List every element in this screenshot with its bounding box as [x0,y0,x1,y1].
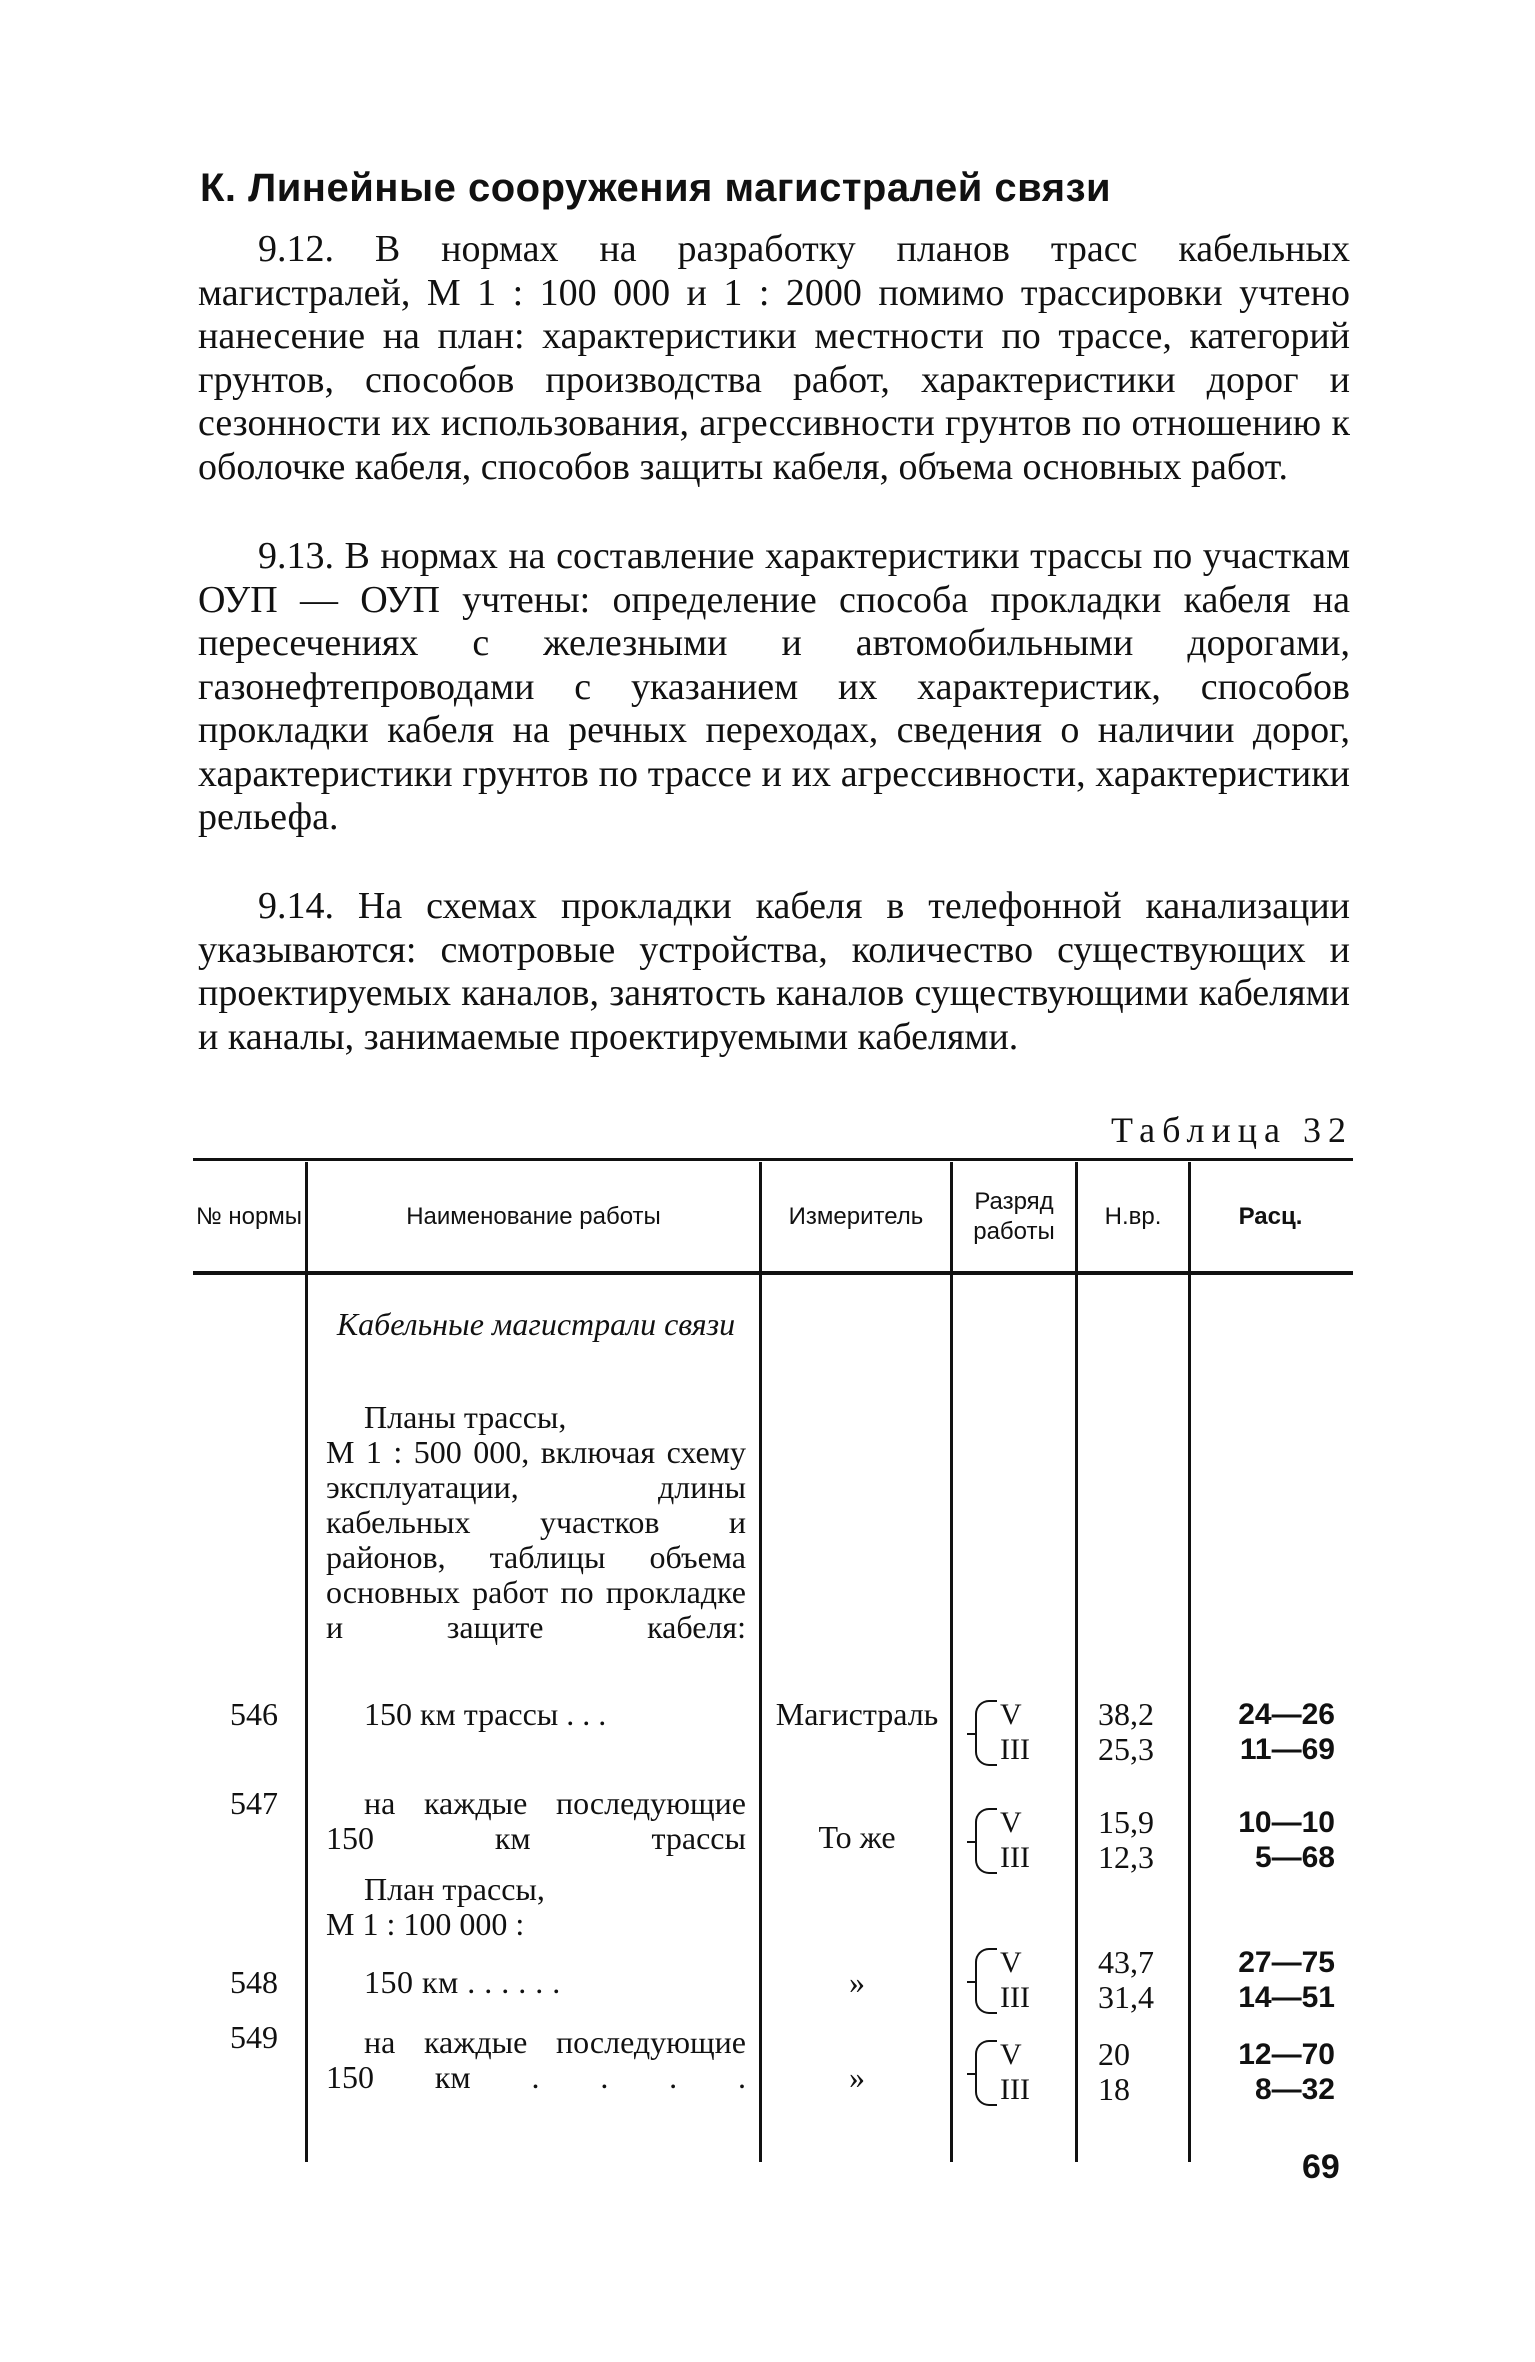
group-description-plan: М 1 : 100 000 : [326,1906,525,1942]
norm-time-iii: 25,3 [1098,1731,1154,1767]
grade-brace [975,2040,997,2106]
measure-unit: » [849,2059,865,2095]
grade-iii: III [1000,2073,1030,2106]
price-iii: 5—68 [1254,1841,1335,1874]
work-name: 150 км . . . . . . [364,1964,561,2000]
section-heading: К. Линейные сооружения магистралей связи [200,166,1112,210]
price-iii: 14—51 [1238,1981,1335,2014]
price-v: 24—26 [1238,1698,1335,1731]
paragraph-9-14: 9.14. На схемах прокладки кабеля в телефонной канализации указываются: смотровые устройства, количество существующих и проектируемых каналов, занятость каналов существующими кабелями и каналы, занимаемые проектируемыми кабелями. [198,885,1350,1058]
norm-number: 546 [230,1696,278,1732]
work-name: 150 км трассы . . . [364,1696,607,1732]
header-work-name: Наименование работы [406,1203,661,1230]
grade-iii: III [1000,1733,1030,1766]
grade-iii: III [1000,1841,1030,1874]
grade-brace [975,1700,997,1766]
header-norm-time: Н.вр. [1104,1203,1162,1230]
paragraph-9-12: 9.12. В нормах на разработку планов трасс кабельных магистралей, М 1 : 100 000 и 1 : 2000 помимо трассировки учтено нанесение на план: характеристики местности по трассе, категорий грунтов, способов производства работ, характеристики дорог и сезонности их использования, агрессивности грунтов по отношению к оболочке кабеля, способов защиты кабеля, объема основных работ. [198,228,1350,488]
grade-v: V [1000,1806,1022,1839]
column-divider [759,1162,762,2162]
grade-v: V [1000,1698,1022,1731]
norm-time-v: 20 [1098,2036,1130,2072]
page-number: 69 [1302,2148,1340,2186]
grade-brace [975,1808,997,1874]
column-divider [1075,1162,1078,2162]
table-header-rule [193,1271,1353,1275]
grade-iii: III [1000,1981,1030,2014]
norm-number: 547 [230,1785,278,1821]
paragraph-9-13: 9.13. В нормах на составление характеристики трассы по участкам ОУП — ОУП учтены: определение способа прокладки кабеля на пересечениях с железными и автомобильными дорогами, газонефтепроводами с указанием их характеристик, способов прокладки кабеля на речных переходах, сведения о наличии дорог, характеристики грунтов по трассе и их агрессивности, характеристики рельефа. [198,535,1350,838]
price-v: 10—10 [1238,1806,1335,1839]
column-divider [1188,1162,1191,2162]
norm-time-iii: 18 [1098,2071,1130,2107]
table-top-rule [193,1158,1353,1161]
norm-number: 549 [230,2019,278,2055]
table-caption: Таблица 32 [1111,1110,1353,1150]
price-v: 27—75 [1238,1946,1335,1979]
work-name: на каждые последующие 150 км трассы [326,1785,746,1856]
header-price: Расц. [1238,1203,1303,1230]
header-grade: Разряд работы [973,1188,1055,1245]
norm-time-iii: 31,4 [1098,1979,1154,2015]
table-section-title: Кабельные магистрали связи [336,1306,736,1342]
measure-unit: То же [818,1819,896,1855]
price-iii: 8—32 [1254,2073,1335,2106]
norm-time-v: 38,2 [1098,1696,1154,1732]
measure-unit: Магистраль [775,1696,939,1732]
column-divider [305,1162,308,2162]
norm-time-iii: 12,3 [1098,1839,1154,1875]
header-norm-number: № нормы [195,1203,303,1230]
norm-number: 548 [230,1964,278,2000]
column-divider [950,1162,953,2162]
norm-time-v: 15,9 [1098,1804,1154,1840]
work-name: на каждые последующие 150 км . . . . [326,2024,746,2095]
grade-v: V [1000,1946,1022,1979]
group-title-plan: План трассы, [364,1871,545,1907]
group-title-plans: Планы трассы, [364,1399,567,1435]
group-description-plans: М 1 : 500 000, включая схему эксплуатации, длины кабельных участков и районов, таблицы объема основных работ по прокладке и защите кабеля: [326,1434,746,1645]
norm-time-v: 43,7 [1098,1944,1154,1980]
grade-brace [975,1948,997,2014]
price-iii: 11—69 [1239,1733,1335,1766]
price-v: 12—70 [1238,2038,1335,2071]
header-measure: Измеритель [788,1203,924,1230]
grade-v: V [1000,2038,1022,2071]
measure-unit: » [849,1964,865,2000]
